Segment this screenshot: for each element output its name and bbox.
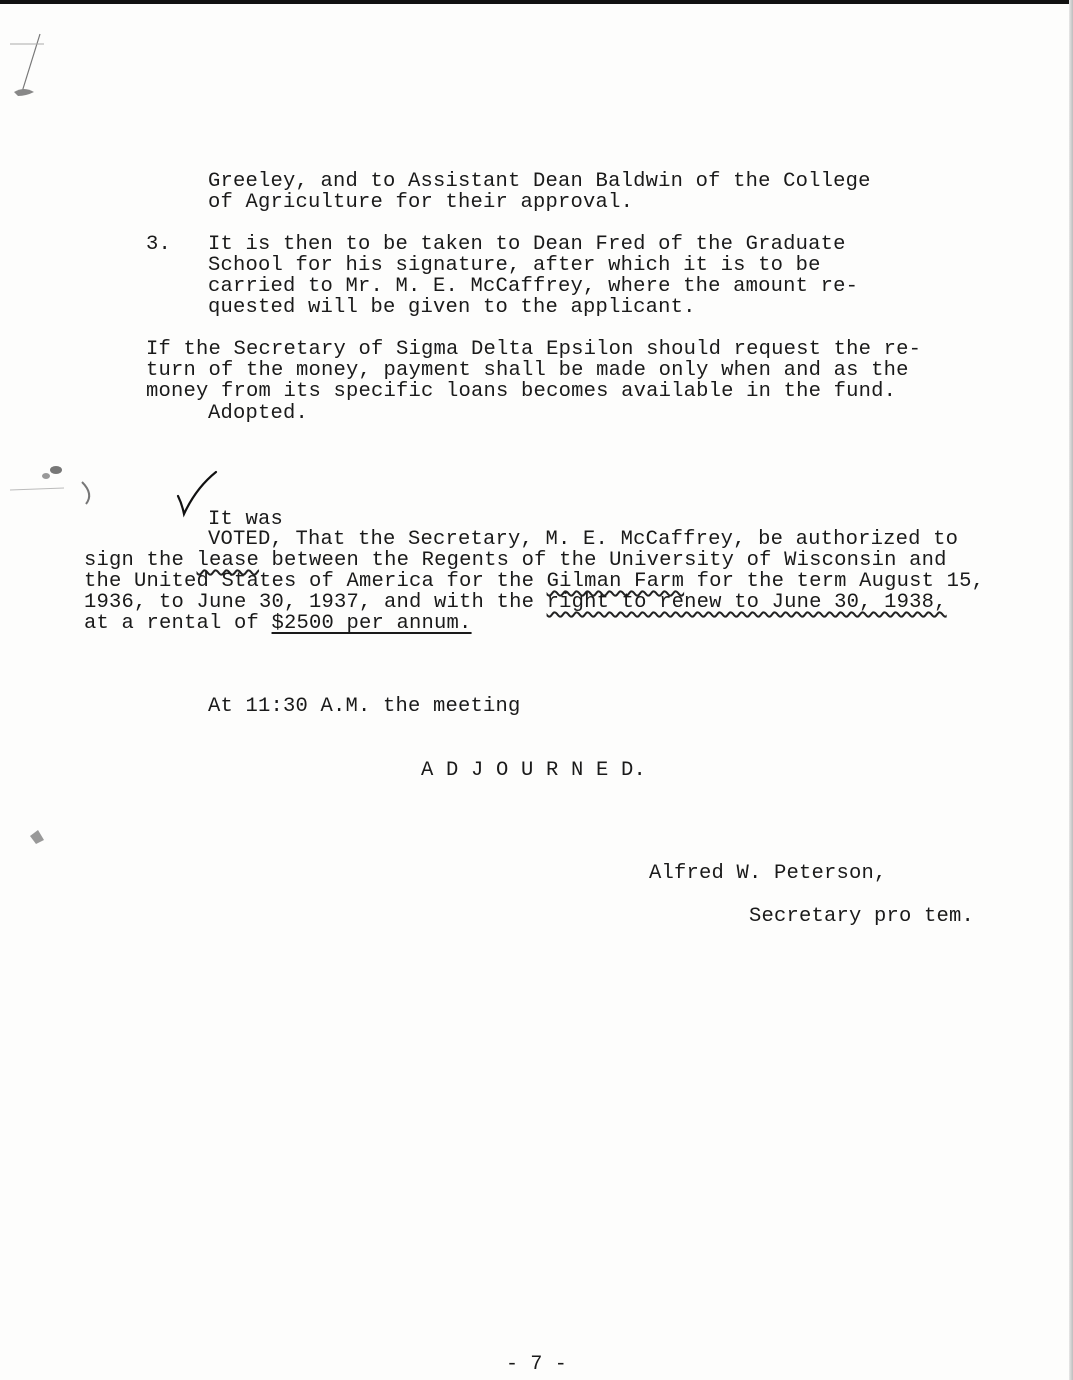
vote-line-3: [84, 571, 984, 592]
item-3-line-2: School for his signature, after which it is to be: [208, 254, 821, 277]
secretary-para-line-3: money from its specific loans becomes available in the fund.: [146, 380, 897, 403]
lease-underlined: lease: [196, 549, 260, 572]
vote-line-1: VOTED, That the Secretary, M. E. McCaffrey, be authorized to: [208, 528, 959, 551]
vote-line-2-post: between the Regents of the University of Wisconsin and: [259, 549, 947, 572]
margin-smudge-mark: [8, 460, 108, 520]
top-edge-rule: [0, 0, 1073, 4]
vote-line-2: [84, 550, 947, 571]
vote-line-4-pre: 1936, to June 30, 1937, and with the: [84, 591, 547, 614]
signature-name: Alfred W. Peterson,: [649, 862, 887, 885]
margin-scribble-mark: [4, 30, 52, 110]
vote-line-3-post: for the term August 15,: [684, 570, 985, 593]
vote-line-5-pre: at a rental of: [84, 612, 272, 635]
margin-dot-mark: [26, 826, 56, 850]
page-number: - 7 -: [505, 1353, 567, 1376]
secretary-para-line-2: turn of the money, payment shall be made only when and as the: [146, 359, 909, 382]
vote-line-5: [84, 613, 472, 634]
gilman-farm-underlined: Gilman Farm: [546, 570, 685, 593]
adopted-text: Adopted.: [208, 402, 309, 425]
secretary-para-line-1: If the Secretary of Sigma Delta Epsilon should request the re-: [146, 338, 922, 361]
right-page-edge: [1069, 0, 1073, 1380]
adjourned-text: A D J O U R N E D.: [421, 759, 647, 782]
item-3-line-3: carried to Mr. M. E. McCaffrey, where the amount re-: [208, 275, 859, 298]
meeting-time-line: At 11:30 A.M. the meeting: [208, 695, 521, 718]
vote-line-3-pre: the United States of America for the: [84, 570, 547, 593]
signature-title: Secretary pro tem.: [749, 905, 975, 928]
it-was-text: It was: [208, 508, 284, 531]
rental-amount-underlined: $2500 per annum.: [271, 612, 472, 635]
renew-clause-underlined: right to renew to June 30, 1938,: [546, 591, 947, 614]
item-3-line-1: It is then to be taken to Dean Fred of the Graduate: [208, 233, 846, 256]
continuation-line-2: of Agriculture for their approval.: [208, 191, 634, 214]
vote-line-4: [84, 592, 947, 613]
vote-line-2-pre: sign the: [84, 549, 197, 572]
continuation-line-1: Greeley, and to Assistant Dean Baldwin of the College: [208, 170, 871, 193]
item-3-line-4: quested will be given to the applicant.: [208, 296, 696, 319]
item-3-number: 3.: [146, 233, 172, 256]
